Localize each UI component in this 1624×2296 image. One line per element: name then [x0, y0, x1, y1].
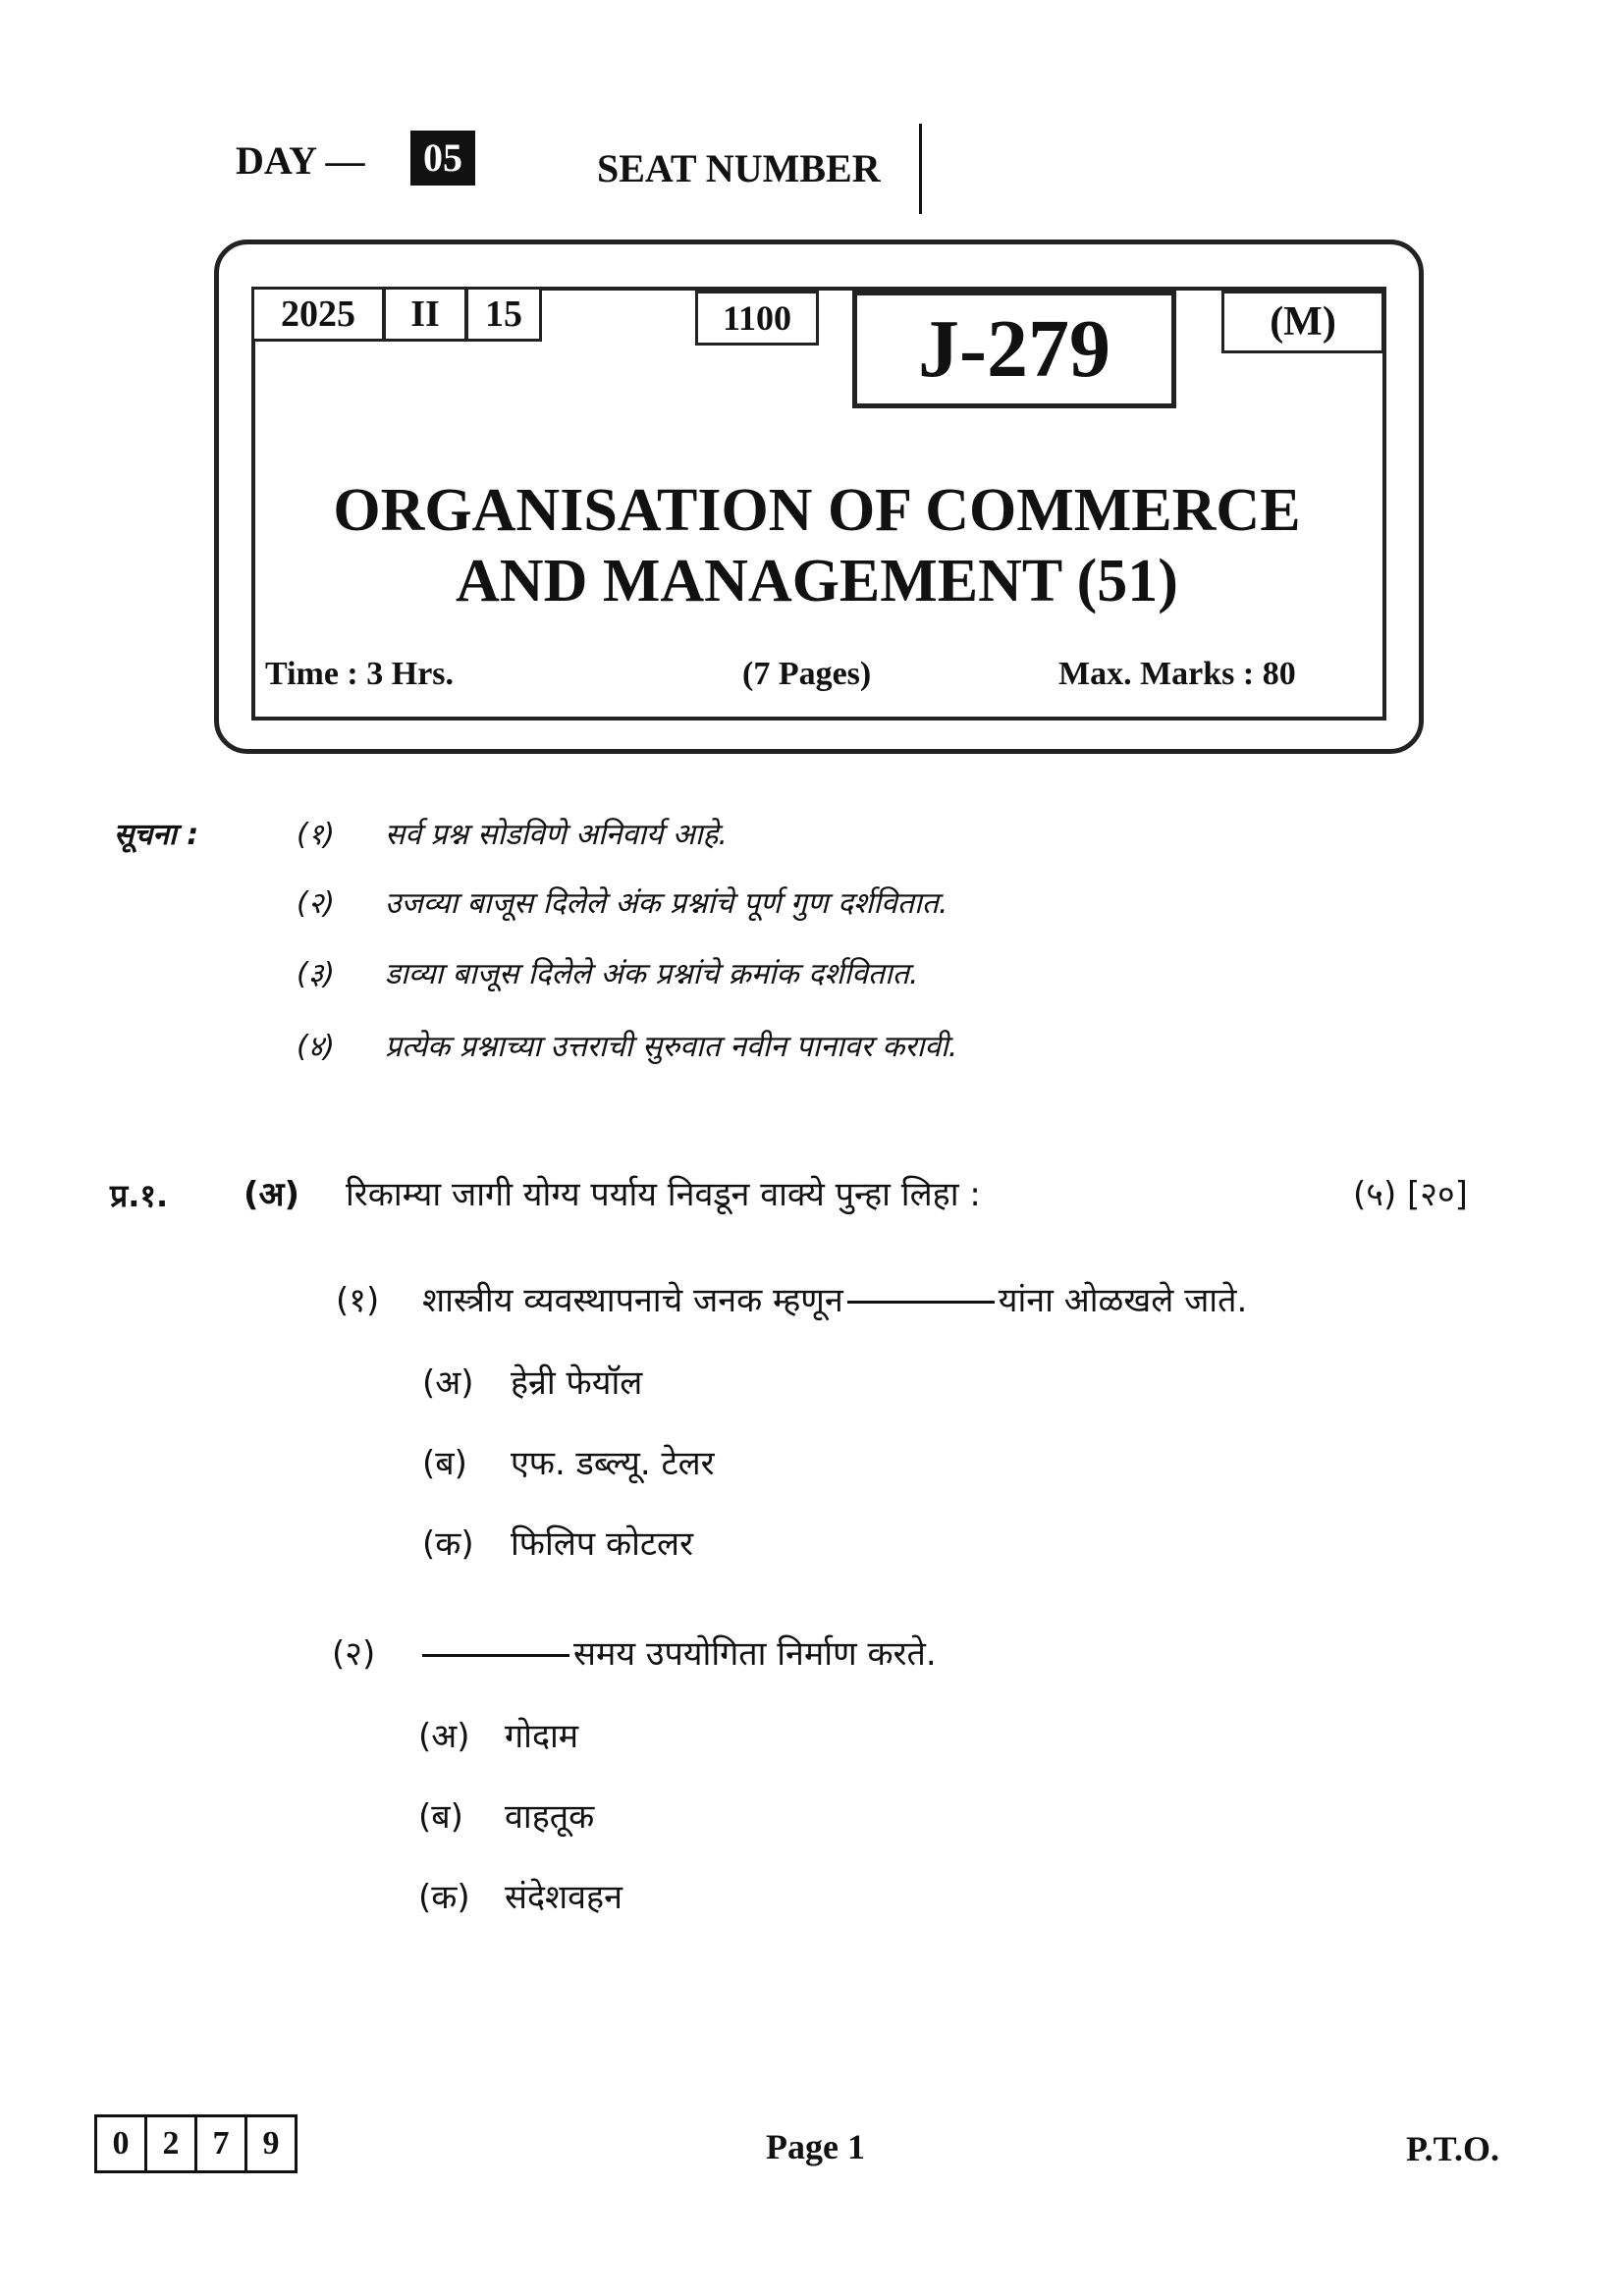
max-marks-label: Max. Marks : 80 [1058, 656, 1296, 692]
please-turn-over: P.T.O. [1406, 2129, 1500, 2168]
option-label: (ब) [418, 1797, 463, 1837]
instruction-number: (२) [297, 886, 336, 921]
option-label: (अ) [422, 1363, 474, 1403]
seat-number-label: SEAT NUMBER [597, 146, 881, 190]
exam-time-code: 1100 [695, 291, 819, 346]
code-digit: 9 [262, 2125, 280, 2162]
day-number: 05 [410, 131, 475, 186]
question-number: प्र.१. [110, 1177, 169, 1214]
instruction-text: प्रत्येक प्रश्नाच्या उत्तराची सुरुवात नवीन पानावर करावी. [385, 1030, 958, 1064]
instructions-heading: सूचना : [114, 818, 199, 852]
exam-date: 15 [465, 287, 542, 342]
code-digit: 0 [97, 2117, 147, 2170]
medium-code: (M) [1221, 291, 1384, 353]
seat-number-divider [919, 124, 922, 214]
subject-title-line-2: AND MANAGEMENT (51) [456, 548, 1178, 614]
option-text: फिलिप कोटलर [511, 1524, 694, 1564]
option-label: (क) [418, 1878, 470, 1917]
footer-paper-code [94, 2114, 298, 2173]
instruction-text: डाव्या बाजूस दिलेले अंक प्रश्नांचे क्रमांक दर्शवितात. [385, 957, 919, 991]
exam-year: 2025 [251, 287, 385, 342]
fill-in-blank [422, 1654, 569, 1657]
instruction-number: (४) [297, 1030, 336, 1064]
pages-label: (7 Pages) [742, 656, 872, 692]
instruction-number: (३) [297, 957, 336, 991]
question-text: रिकाम्या जागी योग्य पर्याय निवडून वाक्ये पुन्हा लिहा : [346, 1175, 981, 1214]
time-label: Time : 3 Hrs. [265, 656, 455, 692]
option-text: गोदाम [505, 1717, 579, 1756]
paper-code: J-279 [852, 291, 1176, 408]
item-number: (१) [336, 1281, 380, 1320]
option-text: हेन्री फेयॉल [511, 1363, 643, 1403]
option-label: (ब) [422, 1444, 467, 1483]
option-text: संदेशवहन [505, 1878, 623, 1917]
question-marks: (५) [२०] [1353, 1175, 1468, 1214]
exam-month: II [383, 287, 467, 342]
option-text: एफ. डब्ल्यू. टेलर [511, 1444, 715, 1483]
instruction-text: उजव्या बाजूस दिलेले अंक प्रश्नांचे पूर्ण गुण दर्शवितात. [385, 886, 948, 921]
code-digit: 7 [197, 2117, 247, 2170]
fill-in-blank [847, 1301, 995, 1304]
item-text-before: शास्त्रीय व्यवस्थापनाचे जनक म्हणून [422, 1281, 843, 1320]
code-digit: 2 [147, 2117, 197, 2170]
item-text [418, 1629, 937, 1675]
option-label: (अ) [418, 1717, 470, 1756]
item-number: (२) [332, 1634, 376, 1674]
instruction-number: (१) [297, 818, 336, 852]
question-sub-label: (अ) [244, 1175, 300, 1214]
option-text: वाहतूक [505, 1797, 595, 1837]
page-number: Page 1 [766, 2127, 865, 2166]
option-label: (क) [422, 1524, 474, 1564]
subject-title [251, 475, 1382, 616]
item-text-after: समय उपयोगिता निर्माण करते. [573, 1634, 937, 1674]
instruction-text: सर्व प्रश्न सोडविणे अनिवार्य आहे. [385, 818, 728, 852]
subject-title-line-1: ORGANISATION OF COMMERCE [333, 477, 1301, 544]
day-label: DAY — [236, 138, 365, 183]
item-text [422, 1276, 1247, 1321]
item-text-after: यांना ओळखले जाते. [998, 1281, 1248, 1320]
